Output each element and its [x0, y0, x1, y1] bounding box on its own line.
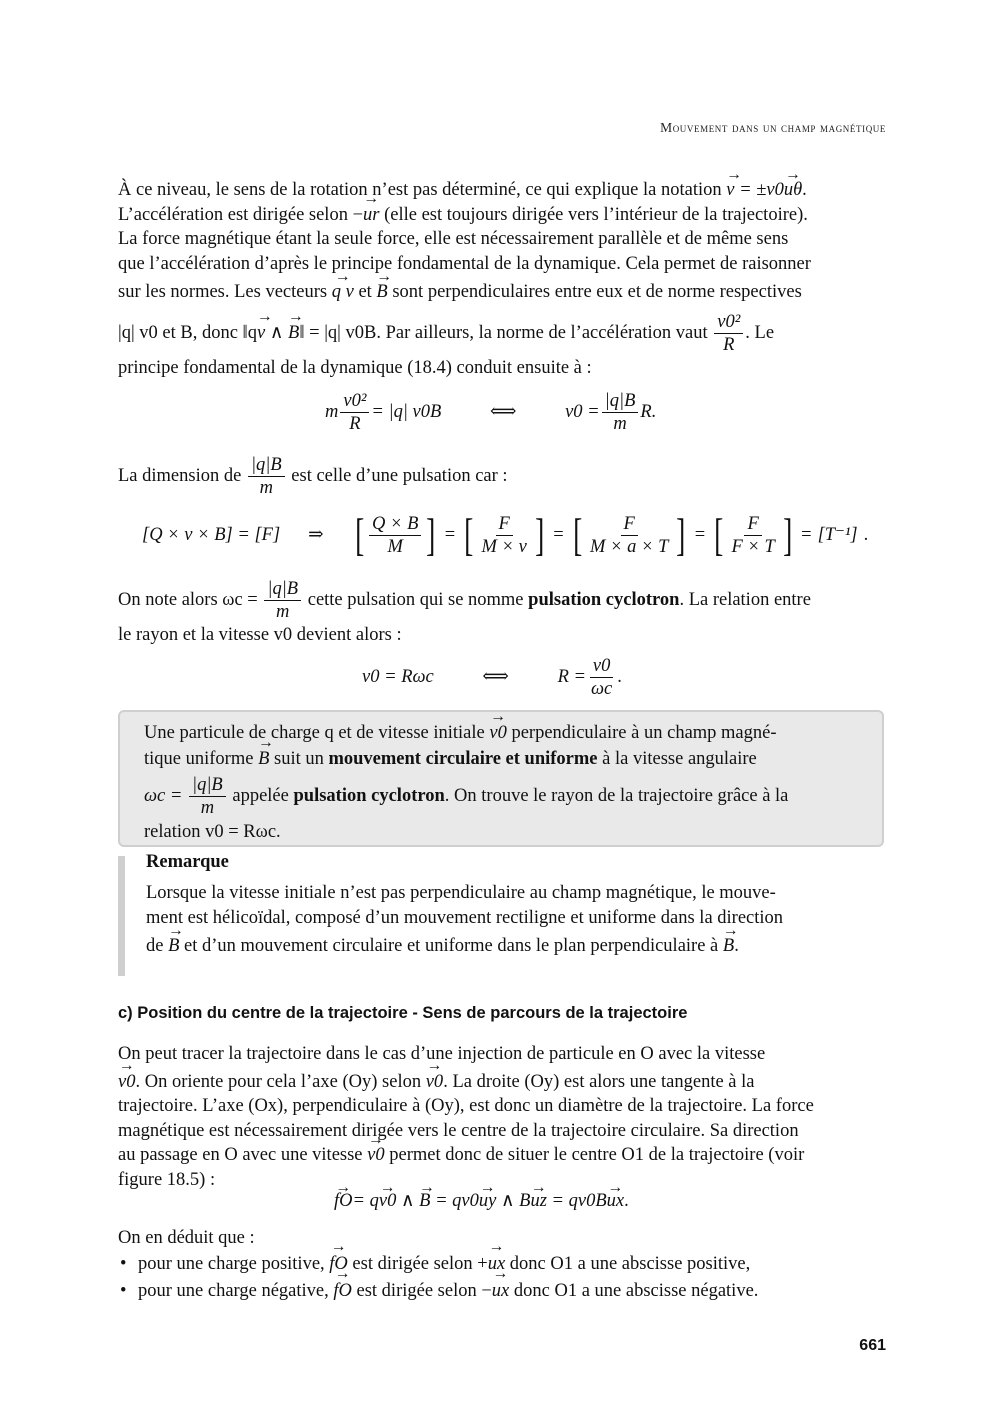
line: magnétique est nécessairement dirigée vers le centre de la trajectoire circulaire. Sa direction	[118, 1120, 799, 1141]
vector-u-z: → uz	[530, 1191, 546, 1212]
equation-dimension: [Q × v × B] = [F] ⇒ [ $\frac{Q \times B}{M}$ ] = [ $\frac{F}{M \times v}$ ] = [ $\frac{F}{M \times a \times T}$ ] = [ $\frac{F}{F \times T}$ ] = [T⁻¹] .	[142, 509, 869, 560]
equation-velocity: v0 = Rωc ⟺ R = $\frac{v0}{\omega c}$ .	[362, 656, 622, 699]
line: |q| v0 et B, donc ‖q→ v ∧ → B‖ = |q| v0B. Par ailleurs, la norme de l’accélération vaut $\frac{\text{v0²}}{R}$ . Le	[118, 311, 886, 356]
vector-u-y: → uy	[479, 1191, 496, 1212]
vector-u-theta: → uθ	[784, 178, 802, 203]
running-header: Mouvement dans un champ magnétique	[660, 120, 886, 135]
bullet-list	[118, 1251, 886, 1305]
line: ment est hélicoïdal, composé d’un mouvement rectiligne et uniforme dans la direction	[146, 907, 784, 928]
line: Lorsque la vitesse initiale n’est pas perpendiculaire au champ magnétique, le mouve-	[146, 883, 776, 903]
vector-b: → B	[168, 934, 179, 959]
remark	[146, 852, 866, 959]
line: On note alors ωc = $\frac{|q|B}{m}$ cette pulsation qui se nomme pulsation cyclotron. La relation entre	[118, 579, 811, 622]
line: sur les normes. Les vecteurs → q v et → B sont perpendiculaires entre eux et de norme respectives	[118, 280, 886, 305]
paragraph-intro	[118, 178, 886, 381]
line: Une particule de charge q et de vitesse initiale → v0 perpendiculaire à un champ magné-	[144, 720, 862, 746]
line: On en déduit que :	[118, 1228, 255, 1248]
dimension-line: La dimension de $\frac{|q|B}{m}$ est celle d’une pulsation car :	[118, 455, 508, 498]
paragraph-trajectory	[118, 1042, 886, 1193]
vector-b: → B	[419, 1191, 430, 1212]
vector-v: → v	[257, 321, 265, 346]
line: L’accélération est dirigée selon −→ ur (elle est toujours dirigée vers l’intérieur de la trajectoire).	[118, 203, 886, 228]
line: À ce niveau, le sens de la rotation n’est pas déterminé, ce qui explique la notation → v = ±v0→ uθ.	[118, 178, 886, 203]
equation-force: → fO= q→ v0 ∧ → B = qv0→ uy ∧ B→ uz = qv0B→ ux.	[334, 1190, 629, 1212]
equation-radius: m $\frac{\text{v0²}}{R}$ = |q| v0B ⟺ v0 = $\frac{|q|B}{m}$ R.	[325, 391, 657, 434]
line: au passage en O avec une vitesse → v0 permet donc de situer le centre O1 de la trajectoire (voir	[118, 1143, 886, 1168]
line: le rayon et la vitesse v0 devient alors :	[118, 625, 402, 645]
line: relation v0 = Rωc.	[144, 822, 281, 842]
list-item: • pour une charge positive, → fO est dirigée selon +→ ux donc O1 a une abscisse positive,	[118, 1251, 886, 1278]
conclusion	[118, 1226, 886, 1305]
line: que l’accélération d’après le principe fondamental de la dynamique. Cela permet de raisonner	[118, 253, 811, 274]
vector-v0: → v0	[426, 1070, 443, 1095]
fraction: $\frac{\text{v0²}}{R}$	[714, 311, 743, 356]
line: principe fondamental de la dynamique (18.4) conduit ensuite à :	[118, 357, 592, 378]
line: figure 18.5) :	[118, 1169, 216, 1190]
vector-qv: → q v	[332, 280, 354, 305]
vector-b: → B	[376, 280, 387, 305]
vector-v0: → v0	[489, 720, 506, 746]
vector-v: → v	[726, 178, 734, 203]
page-number: 661	[859, 1337, 886, 1354]
remark-title: Remarque	[146, 852, 229, 872]
summary-box	[118, 710, 884, 847]
vector-b: → B	[723, 934, 734, 959]
paragraph-cyclotron	[118, 578, 886, 648]
remark-bar	[118, 856, 125, 976]
vector-f-o: → fO	[334, 1191, 353, 1212]
vector-b: → B	[288, 321, 299, 346]
vector-u-x: → ux	[607, 1191, 624, 1212]
vector-v0: → v0	[118, 1070, 135, 1095]
line: On peut tracer la trajectoire dans le cas d’une injection de particule en O avec la vitesse	[118, 1044, 766, 1064]
line: La force magnétique étant la seule force, elle est nécessairement parallèle et de même sens	[118, 229, 789, 250]
line: ωc = $\frac{|q|B}{m}$ appelée pulsation cyclotron. On trouve le rayon de la trajectoire grâce à la	[144, 775, 789, 818]
vector-b: → B	[258, 746, 269, 772]
line: de → B et d’un mouvement circulaire et uniforme dans le plan perpendiculaire à → B.	[146, 934, 866, 959]
list-item: • pour une charge négative, → fO est dirigée selon −→ ux donc O1 a une abscisse négative.	[118, 1278, 886, 1305]
line: tique uniforme → B suit un mouvement circulaire et uniforme à la vitesse angulaire	[144, 746, 862, 772]
section-title: c) Position du centre de la trajectoire - Sens de parcours de la trajectoire	[118, 1004, 688, 1022]
vector-u-r: → ur	[363, 203, 379, 228]
line: trajectoire. L’axe (Ox), perpendiculaire à (Oy), est donc un diamètre de la trajectoire. La force	[118, 1096, 814, 1117]
line: → v0. On oriente pour cela l’axe (Oy) selon → v0. La droite (Oy) est alors une tangente à la	[118, 1070, 886, 1095]
vector-v0: → v0	[379, 1191, 396, 1212]
vector-v0: → v0	[367, 1143, 384, 1168]
